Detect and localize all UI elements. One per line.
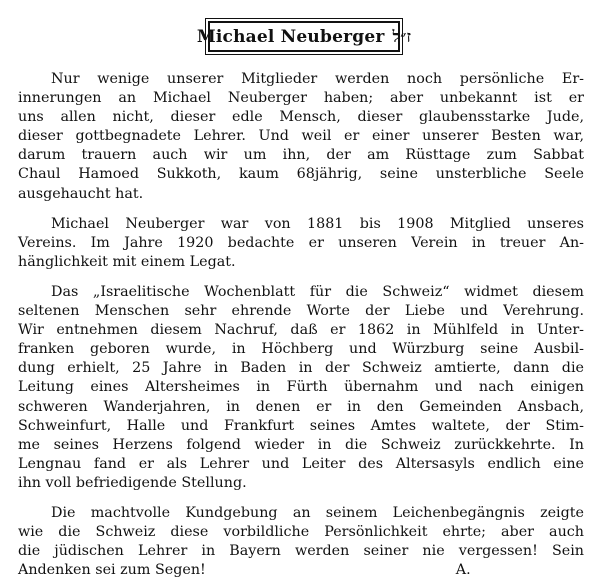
text-line: Lengnau fand er als Lehrer und Leiter des Altersasyls endlich eine (18, 455, 584, 472)
text-line: schweren Wanderjahren, in denen er in den Gemeinden Ansbach, (18, 398, 584, 415)
obituary-article (18, 70, 584, 580)
text-line: Chaul Hamoed Sukkoth, kaum 68jährig, seine unsterbliche Seele (18, 166, 584, 183)
text-line: ausgehaucht hat. (18, 185, 144, 202)
text-line-with-signature: Andenken sei zum Segen! A. (18, 562, 471, 579)
text-line: wie die Schweiz diese vorbildliche Persönlichkeit ehrte; aber auch (18, 524, 584, 541)
heading-hebrew-abbreviation: ז״ל (392, 26, 412, 46)
heading-name: Michael Neuberger (196, 26, 385, 47)
text-line: hänglichkeit mit einem Legat. (18, 253, 236, 270)
text-line: Vereins. Im Jahre 1920 bedachte er unseren Verein in treuer An- (18, 234, 584, 251)
text-line: franken geboren wurde, in Höchberg und Würzburg seine Ausbil- (18, 341, 584, 358)
text-line: Schweinfurt, Halle und Frankfurt seines Amtes waltete, der Stim- (18, 417, 584, 434)
text-line: Das „Israelitische Wochenblatt für die Schweiz“ widmet diesem (51, 283, 584, 300)
text-line: Nur wenige unserer Mitglieder werden noch persönliche Er- (51, 71, 584, 87)
text-line: me seines Herzens folgend wieder in die Schweiz zurückkehrte. In (18, 436, 584, 453)
heading-frame (196, 18, 412, 55)
text-line: Michael Neuberger war von 1881 bis 1908 Mitglied unseres (51, 215, 584, 232)
paragraph-1 (18, 70, 584, 204)
text-line: Wir entnehmen diesem Nachruf, daß er 1862 in Mühlfeld in Unter- (18, 322, 584, 339)
text-line: seltenen Menschen sehr ehrende Worte der Liebe und Verehrung. (18, 303, 584, 320)
text-line: dung erhielt, 25 Jahre in Baden in der Schweiz amtierte, dann die (18, 360, 584, 377)
text-line: Die machtvolle Kundgebung an seinem Leichenbegängnis zeigte (51, 504, 584, 521)
text-line: darum trauern auch wir um ihn, der am Rüsttage zum Sabbat (18, 147, 584, 164)
text-line: die jüdischen Lehrer in Bayern werden seiner nie vergessen! Sein (18, 543, 584, 560)
paragraph-3 (18, 283, 584, 493)
paragraph-4 (18, 504, 584, 580)
text-line: dieser gottbegnadete Lehrer. Und weil er einer unserer Besten war, (18, 128, 584, 145)
text-line: uns allen nicht, dieser edle Mensch, dieser glaubensstarke Jude, (18, 109, 584, 126)
text-line: innerungen an Michael Neuberger haben; aber unbekannt ist er (18, 90, 584, 107)
text-line: Leitung eines Altersheimes in Fürth übernahm und nach einigen (18, 379, 584, 396)
paragraph-2 (18, 215, 584, 272)
text-line: ihn voll befriedigende Stellung. (18, 474, 247, 491)
heading-box (196, 21, 412, 52)
